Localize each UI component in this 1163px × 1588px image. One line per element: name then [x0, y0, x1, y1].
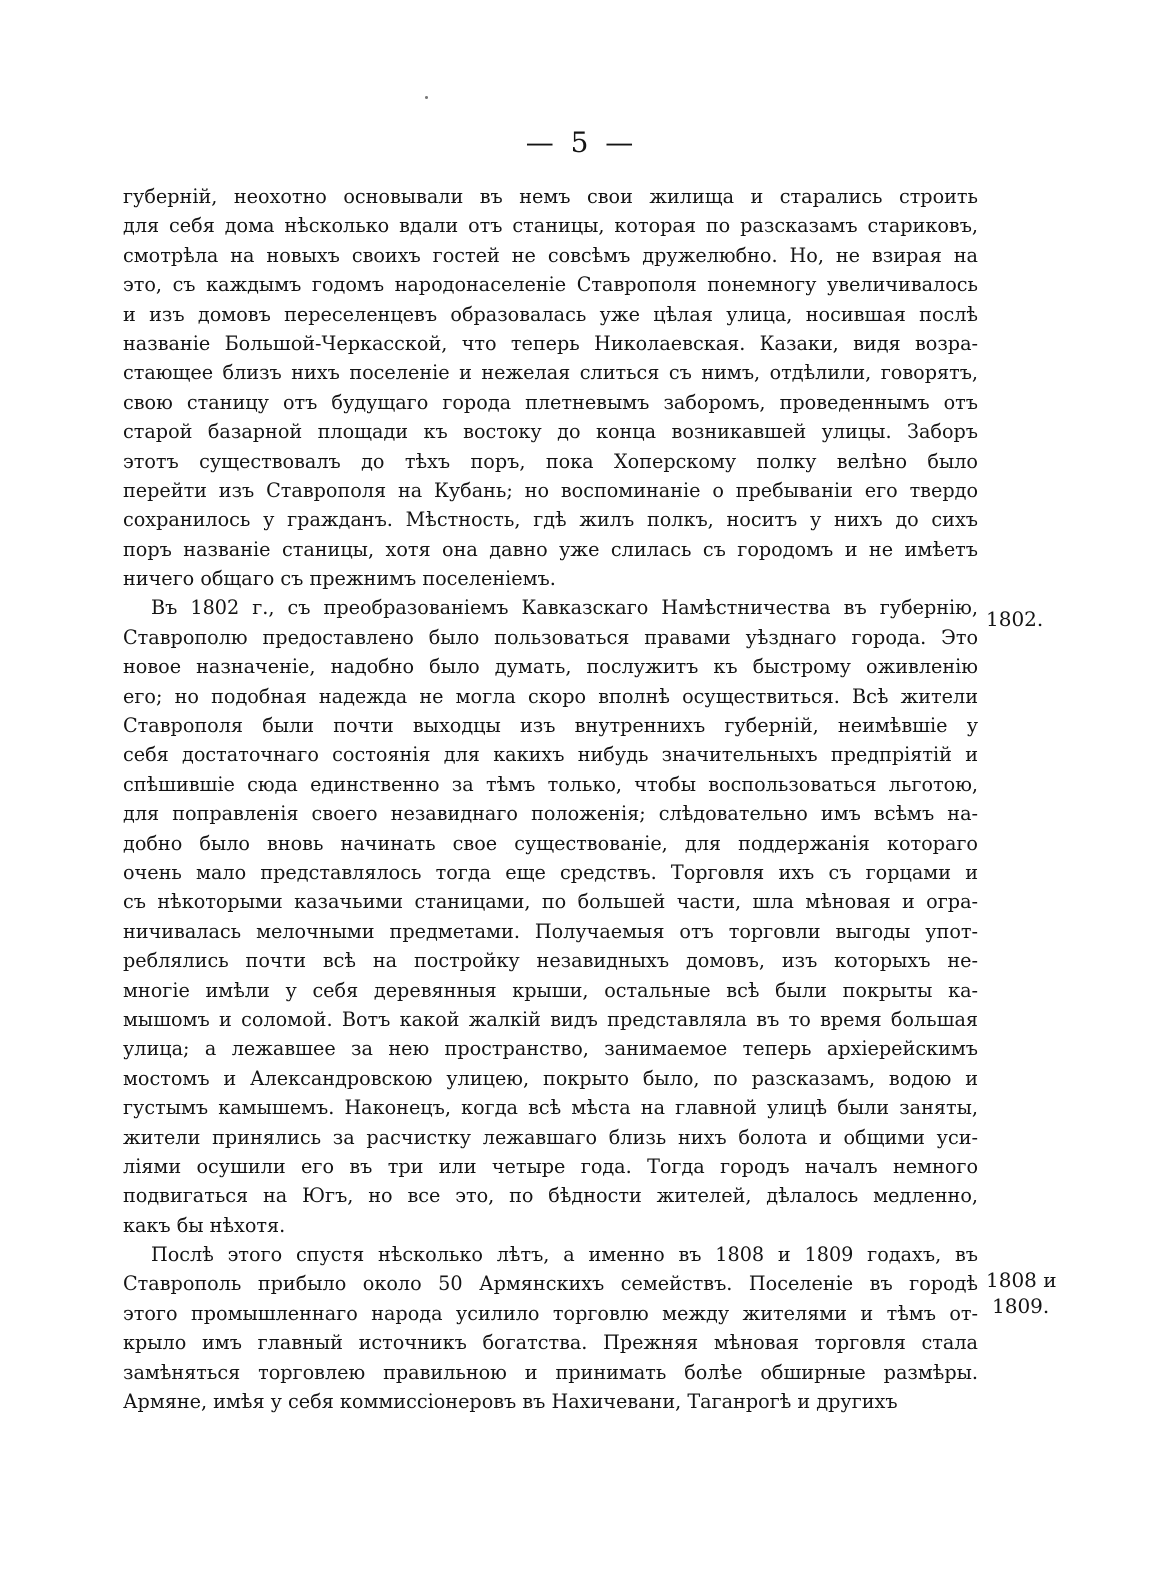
text-line: Ставрополю предоставлено было пользоваться правами уѣзднаго города. Это: [123, 625, 978, 649]
text-line: себя достаточнаго состоянія для какихъ нибудь значительныхъ предпріятій и: [123, 743, 978, 767]
text-line: это, съ каждымъ годомъ народонаселеніе Ставрополя понемногу увеличивалось: [123, 273, 978, 297]
page-number: — 5 —: [525, 126, 638, 159]
text-line: какъ бы нѣхотя.: [123, 1213, 286, 1237]
body-text: [123, 182, 978, 1416]
margin-note-year: 1808 и: [986, 1268, 1057, 1292]
text-line: названіе Большой-Черкасской, что теперь Николаевская. Казаки, видя возра-: [123, 331, 978, 355]
text-line: новое назначеніе, надобно было думать, послужитъ къ быстрому оживленію: [123, 655, 978, 679]
text-line: поръ названіе станицы, хотя она давно уже слилась съ городомъ и не имѣетъ: [123, 537, 978, 561]
text-line: улица; а лежавшее за нею пространство, занимаемое теперь архіерейскимъ: [123, 1037, 978, 1061]
paragraph: [123, 182, 978, 593]
text-line: съ нѣкоторыми казачьими станицами, по большей части, шла мѣновая и огра-: [123, 890, 978, 914]
text-line: свою станицу отъ будущаго города плетневымъ заборомъ, проведеннымъ отъ: [123, 390, 978, 414]
text-line: жители принялись за расчистку лежавшаго близь нихъ болота и общими уси-: [123, 1125, 978, 1149]
text-line: ничивалась мелочными предметами. Получаемыя отъ торговли выгоды упот-: [123, 919, 978, 943]
text-line: для поправленія своего незавиднаго положенія; слѣдовательно имъ всѣмъ на-: [123, 802, 978, 826]
paragraph: [123, 593, 978, 1240]
text-line: Армяне, имѣя у себя коммиссіонеровъ въ Нахичевани, Таганрогѣ и другихъ: [123, 1390, 898, 1414]
text-line: смотрѣла на новыхъ своихъ гостей не совсѣмъ дружелюбно. Но, не взирая на: [123, 243, 978, 267]
text-line: ничего общаго съ прежнимъ поселеніемъ.: [123, 567, 556, 591]
text-line: этотъ существовалъ до тѣхъ поръ, пока Хоперскому полку велѣно было: [123, 449, 978, 473]
margin-note-year: 1809.: [992, 1294, 1050, 1318]
text-line: Послѣ этого спустя нѣсколько лѣтъ, а именно въ 1808 и 1809 годахъ, въ: [151, 1243, 978, 1267]
text-line: Ставрополя были почти выходцы изъ внутреннихъ губерній, неимѣвшіе у: [123, 714, 978, 738]
text-line: Въ 1802 г., съ преобразованіемъ Кавказскаго Намѣстничества въ губернію,: [151, 596, 978, 620]
text-line: старой базарной площади къ востоку до конца возникавшей улицы. Заборъ: [123, 420, 978, 444]
text-line: стающее близъ нихъ поселеніе и нежелая слиться съ нимъ, отдѣлили, говорятъ,: [123, 361, 978, 385]
text-line: сохранилось у гражданъ. Мѣстность, гдѣ жилъ полкъ, носитъ у нихъ до сихъ: [123, 508, 978, 532]
text-line: мышомъ и соломой. Вотъ какой жалкій видъ представляла въ то время большая: [123, 1007, 978, 1031]
text-line: и изъ домовъ переселенцевъ образовалась уже цѣлая улица, носившая послѣ: [123, 302, 978, 326]
text-line: его; но подобная надежда не могла скоро вполнѣ осуществиться. Всѣ жители: [123, 684, 978, 708]
text-line: для себя дома нѣсколько вдали отъ станицы, которая по разсказамъ стариковъ,: [123, 214, 978, 238]
text-line: перейти изъ Ставрополя на Кубань; но воспоминаніе о пребываніи его твердо: [123, 478, 978, 502]
text-line: этого промышленнаго народа усилило торговлю между жителями и тѣмъ от-: [123, 1301, 978, 1325]
text-line: Ставрополь прибыло около 50 Армянскихъ семействъ. Поселеніе въ городѣ: [123, 1272, 978, 1296]
text-line: густымъ камышемъ. Наконецъ, когда всѣ мѣста на главной улицѣ были заняты,: [123, 1096, 978, 1120]
text-line: замѣняться торговлею правильною и принимать болѣе обширные размѣры.: [123, 1360, 978, 1384]
paragraph: [123, 1240, 978, 1416]
text-line: крыло имъ главный источникъ богатства. Прежняя мѣновая торговля стала: [123, 1331, 978, 1355]
text-line: мостомъ и Александровскою улицею, покрыто было, по разсказамъ, водою и: [123, 1066, 978, 1090]
margin-note-year: 1802.: [986, 607, 1044, 631]
text-line: подвигаться на Югъ, но все это, по бѣдности жителей, дѣлалось медленно,: [123, 1184, 978, 1208]
text-line: ліями осушили его въ три или четыре года. Тогда городъ началъ немного: [123, 1154, 978, 1178]
page-speck: [425, 96, 428, 99]
text-line: спѣшившіе сюда единственно за тѣмъ только, чтобы воспользоваться льготою,: [123, 772, 978, 796]
text-line: очень мало представлялось тогда еще средствъ. Торговля ихъ съ горцами и: [123, 860, 978, 884]
text-line: реблялись почти всѣ на постройку незавидныхъ домовъ, изъ которыхъ не-: [123, 949, 978, 973]
text-line: многіе имѣли у себя деревянныя крыши, остальные всѣ были покрыты ка-: [123, 978, 978, 1002]
text-line: добно было вновь начинать свое существованіе, для поддержанія котораго: [123, 831, 978, 855]
text-line: губерній, неохотно основывали въ немъ свои жилища и старались строить: [123, 185, 978, 208]
